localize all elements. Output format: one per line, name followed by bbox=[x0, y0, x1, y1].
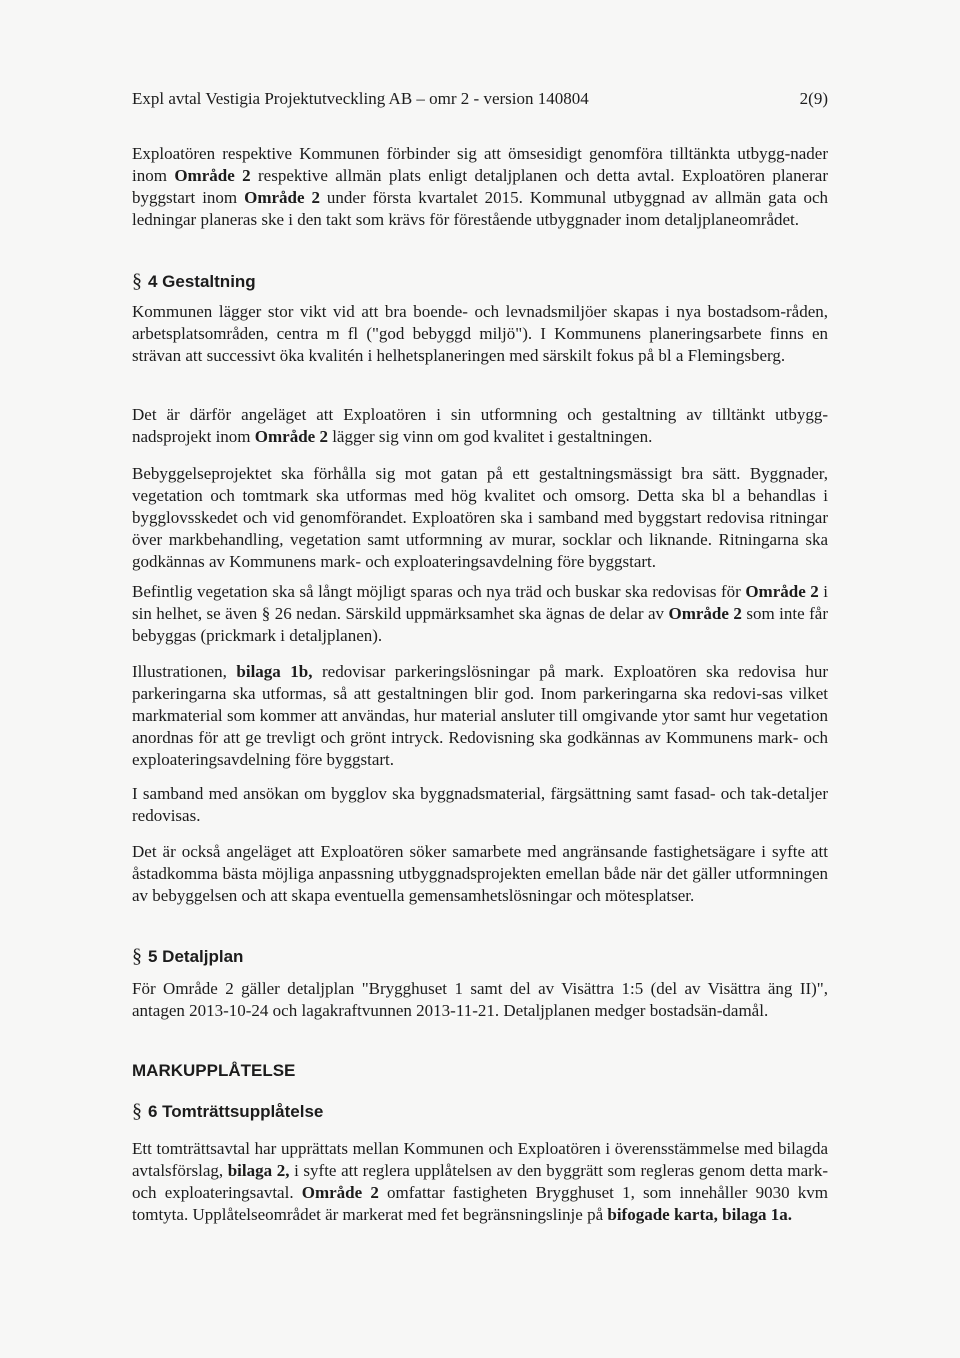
section-4-paragraph-7: Det är också angeläget att Exploatören söker samarbete med angränsande fastighetsägare i syfte att åstadkomma bästa möjliga anpassning utbyggnadsprojekten emellan både när det gäller utformningen av bebyggelsen och att skapa eventuella gemensamhetslösningar och mötesplatser. bbox=[132, 842, 828, 905]
document-title: Expl avtal Vestigia Projektutveckling AB – omr 2 - version 140804 bbox=[132, 89, 589, 108]
section-5-heading: § 5 Detaljplan bbox=[132, 945, 244, 967]
section-4-paragraph-1: Kommunen lägger stor vikt vid att bra boende- och levnadsmiljöer skapas i nya bostadsom-råden, arbetsplatsområden, centra m fl ("god bebyggd miljö"). I Kommunens planeringsarbete finns en strävan att successivt öka kvalitén i helhetsplaneringen med särskilt fokus på bl a Flemingsberg. bbox=[132, 302, 828, 365]
section-4-paragraph-3: Bebyggelseprojektet ska förhålla sig mot gatan på ett gestaltningsmässigt bra sätt. Byggnader, vegetation och tomtmark ska utformas med hög kvalitet och omsorg. Detta ska bl a behandlas i bygglovsskedet och vid genomförandet. Exploatören ska i samband med byggstart redovisa ritningar över markbehandling, vegetation samt utformning av murar, socklar och liknande. Ritningarna ska godkännas av Kommunens mark- och exploateringsavdelning före byggstart. bbox=[132, 464, 828, 571]
section-4-paragraph-4: Befintlig vegetation ska så långt möjligt sparas och nya träd och buskar ska redovisas för Område 2 i sin helhet, se även § 26 nedan. Särskild uppmärksamhet ska ägnas de delar av Område 2 som inte får bebyggas (prickmark i detaljplanen). bbox=[132, 582, 828, 645]
page-number: 2(9) bbox=[799, 89, 828, 108]
section-4-paragraph-6: I samband med ansökan om bygglov ska byggnadsmaterial, färgsättning samt fasad- och tak-detaljer redovisas. bbox=[132, 784, 828, 825]
section-4-paragraph-2: Det är därför angeläget att Exploatören i sin utformning och gestaltning av tilltänkt utbygg-nadsprojekt inom Område 2 lägger sig vinn om god kvalitet i gestaltningen. bbox=[132, 405, 828, 446]
markupplatelse-heading: MARKUPPLÅTELSE bbox=[132, 1061, 296, 1080]
intro-paragraph: Exploatören respektive Kommunen förbinder sig att ömsesidigt genomföra tilltänkta utbygg-nader inom Område 2 respektive allmän plats enligt detaljplanen och detta avtal. Exploatören planerar byggstart inom Område 2 under första kvartalet 2015. Kommunal utbyggnad av allmän gata och ledningar planeras ske i den takt som krävs för förestående utbyggnader inom detaljplaneområdet. bbox=[132, 144, 829, 229]
section-4-heading: § 4 Gestaltning bbox=[132, 270, 256, 292]
section-4-paragraph-5: Illustrationen, bilaga 1b, redovisar parkeringslösningar på mark. Exploatören ska redovisa hur parkeringarna ska utformas, så att gestaltningen blir god. Inom parkeringarna ska redovi-sas vilket markmaterial som kommer att användas, hur material ansluter till omgivande ytor samt hur vegetation anordnas för att ge trevligt och grönt intryck. Redovisning ska godkännas av Kommunens mark- och exploateringsavdelning före byggstart. bbox=[132, 662, 828, 769]
section-6-paragraph-1: Ett tomträttsavtal har upprättats mellan Kommunen och Exploatören i överensstämmelse med bilagda avtalsförslag, bilaga 2, i syfte att reglera upplåtelsen av den byggrätt som regleras genom detta mark- och exploateringsavtal. Område 2 omfattar fastigheten Brygghuset 1, som innehåller 9030 kvm tomtyta. Upplåtelseområdet är markerat med fet begränsningslinje på bifogade karta, bilaga 1a. bbox=[132, 1139, 829, 1224]
section-6-heading: § 6 Tomträttsupplåtelse bbox=[132, 1100, 324, 1122]
page-header bbox=[132, 89, 828, 109]
section-5-paragraph-1: För Område 2 gäller detaljplan "Brygghuset 1 samt del av Visättra 1:5 (del av Visättra äng II)", antagen 2013-10-24 och lagakraftvunnen 2013-11-21. Detaljplanen medger bostadsän-damål. bbox=[132, 979, 828, 1020]
